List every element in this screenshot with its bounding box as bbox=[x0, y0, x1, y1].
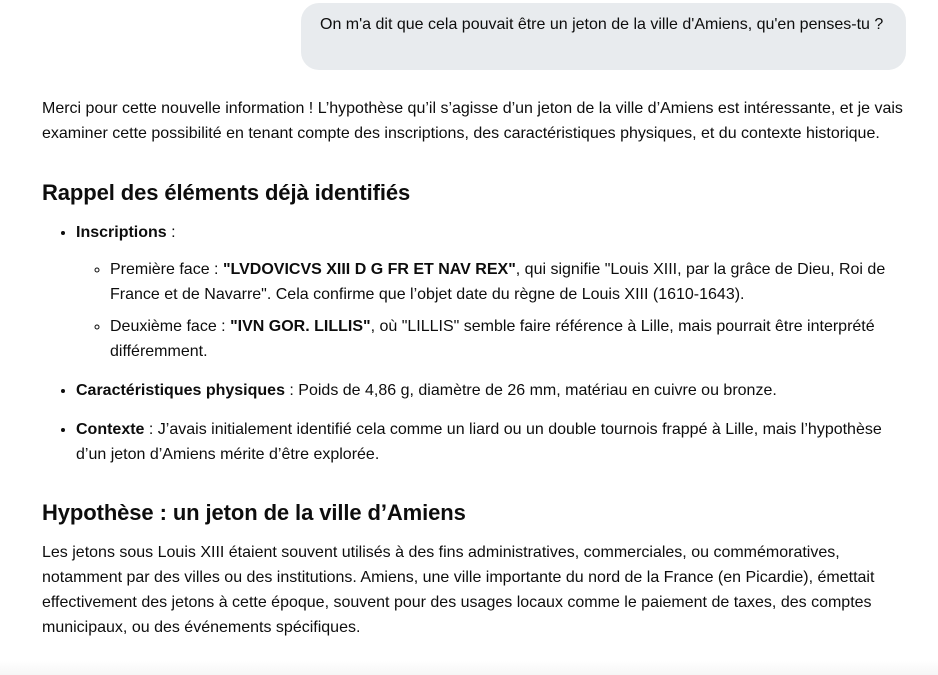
inscriptions-suffix: : bbox=[166, 224, 176, 241]
face1-text: , qui signifie "Louis XIII, par la grâce de Dieu, Roi de France et de Navarre". Cela confirme que l’objet date du règne de Louis XIII (1610-1643). bbox=[110, 261, 886, 303]
context-label: Contexte bbox=[76, 421, 145, 438]
section-heading-rappel: Rappel des éléments déjà identifiés bbox=[42, 180, 411, 205]
user-message-bubble bbox=[301, 3, 906, 70]
context-text: : J’avais initialement identifié cela comme un liard ou un double tournois frappé à Lille, mais l’hypothèse d’un jeton d’Amiens mérite d’être explorée. bbox=[76, 421, 882, 463]
inscriptions-label: Inscriptions bbox=[76, 224, 167, 241]
list-item-physical bbox=[76, 378, 912, 403]
bottom-fade bbox=[0, 661, 938, 675]
intro-paragraph: Merci pour cette nouvelle information ! L’hypothèse qu’il s’agisse d’un jeton de la ville d’Amiens est intéressante, et je vais examiner cette possibilité en tenant compte des inscriptions, des caractéristiques physiques, et du contexte historique. bbox=[42, 100, 903, 142]
list-item-context bbox=[76, 417, 912, 467]
user-message-text: On m'a dit que cela pouvait être un jeton de la ville d'Amiens, qu'en penses-tu ? bbox=[320, 16, 884, 33]
physical-text: : Poids de 4,86 g, diamètre de 26 mm, matériau en cuivre ou bronze. bbox=[284, 382, 777, 399]
section-heading-hypothese: Hypothèse : un jeton de la ville d’Amiens bbox=[42, 500, 466, 525]
face1-prefix: Première face : bbox=[110, 261, 223, 278]
face1-inscription: "LVDOVICVS XIII D G FR ET NAV REX" bbox=[222, 261, 516, 278]
hypothese-paragraph: Les jetons sous Louis XIII étaient souvent utilisés à des fins administratives, commerciales, ou commémoratives, notamment par des villes ou des institutions. Amiens, une ville importante du nord de la France (en Picardie), émettait effectivement des jetons à cette époque, souvent pour des usages locaux comme le paiement de taxes, des comptes municipaux, ou des événements spécifiques. bbox=[42, 544, 875, 636]
list-item-face-2 bbox=[110, 314, 912, 364]
face2-inscription: "IVN GOR. LILLIS" bbox=[230, 318, 371, 335]
physical-label: Caractéristiques physiques bbox=[76, 382, 285, 399]
face2-text: , où "LILLIS" semble faire référence à Lille, mais pourrait être interprété différemment. bbox=[110, 318, 875, 360]
list-item-face-1 bbox=[110, 257, 912, 307]
elements-list bbox=[42, 220, 912, 467]
face2-prefix: Deuxième face : bbox=[110, 318, 231, 335]
assistant-response bbox=[42, 96, 912, 640]
inscriptions-sublist bbox=[76, 257, 912, 364]
list-item-inscriptions bbox=[76, 220, 912, 364]
